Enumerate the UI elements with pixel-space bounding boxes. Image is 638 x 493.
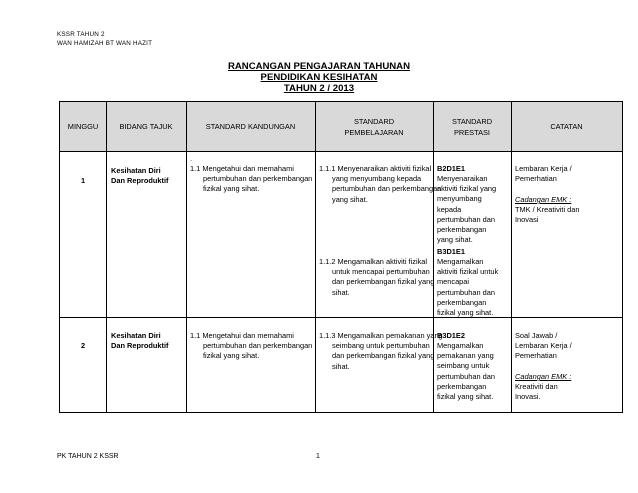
notes-assessment: Soal Jawab / Lembaran Kerja / Pemerhatian [515,331,572,361]
footer-label: PK TAHUN 2 KSSR [57,453,119,460]
column-header-minggu: MINGGU [67,122,99,131]
column-header-standard-kandungan: STANDARD KANDUNGAN [205,122,296,131]
header-line-1: KSSR TAHUN 2 [57,31,105,38]
notes-emk: TMK / Kreativiti dan Inovasi [515,205,580,225]
performance-code: B2D1E1 [437,164,465,173]
header-divider [60,151,622,152]
column-header-standard-pembelajaran: STANDARD PEMBELAJARAN [344,116,404,137]
week-number: 2 [80,341,86,350]
learning-standard: 1.1.1 Menyenaraikan aktiviti fizikal yang menyumbang kepada pertumbuhan dan perkembangan yang sihat. [319,164,442,204]
learning-standard: 1.1.2 Mengamalkan aktiviti fizikal untuk mencapai pertumbuhan dan perkembangan fizikal yang sihat. [319,257,435,297]
notes-emk-label: Cadangan EMK : [515,195,572,204]
column-header-catatan: CATATAN [550,122,583,131]
column-header-bidang-tajuk: BIDANG TAJUK [119,122,173,131]
document-subject: PENDIDIKAN KESIHATAN [260,72,378,83]
header-line-2: WAN HAMIZAH BT WAN HAZIT [57,40,153,47]
notes-emk: Kreativiti dan Inovasi. [515,382,558,402]
lesson-plan-table [59,101,623,413]
document-title: RANCANGAN PENGAJARAN TAHUNAN [227,61,411,72]
performance-code: B3D1E1 [437,247,465,256]
notes-assessment: Lembaran Kerja / Pemerhatian [515,164,572,184]
column-header-standard-prestasi: STANDARD PRESTASI [451,116,493,137]
performance-standard: Menyenaraikan aktiviti fizikal yang menyumbang kepada pertumbuhan dan perkembangan yang sihat. [437,174,497,245]
week-number: 1 [80,176,86,185]
content-standard-marker: . [190,154,193,163]
learning-standard: 1.1.3 Mengamalkan pemakanan yang seimbang untuk pertumbuhan dan perkembangan fizikal yang sihat. [319,331,443,371]
performance-code: B3D1E2 [437,331,465,340]
page-number: 1 [316,453,320,460]
content-standard: 1.1 Mengetahui dan memahami pertumbuhan dan perkembangan fizikal yang sihat. [190,331,313,361]
performance-standard: Mengamalkan aktiviti fizikal untuk mencapai pertumbuhan dan perkembangan fizikal yang sihat. [437,257,499,318]
document-year: TAHUN 2 / 2013 [283,83,355,94]
topic-area: Kesihatan Diri Dan Reproduktif [111,166,169,186]
content-standard: 1.1 Mengetahui dan memahami pertumbuhan dan perkembangan fizikal yang sihat. [190,164,313,194]
performance-standard: Mengamalkan pemakanan yang seimbang untuk pertumbuhan dan perkembangan fizikal yang sihat. [437,341,495,402]
topic-area: Kesihatan Diri Dan Reproduktif [111,331,169,351]
notes-emk-label: Cadangan EMK : [515,372,572,381]
row-divider [60,317,622,318]
